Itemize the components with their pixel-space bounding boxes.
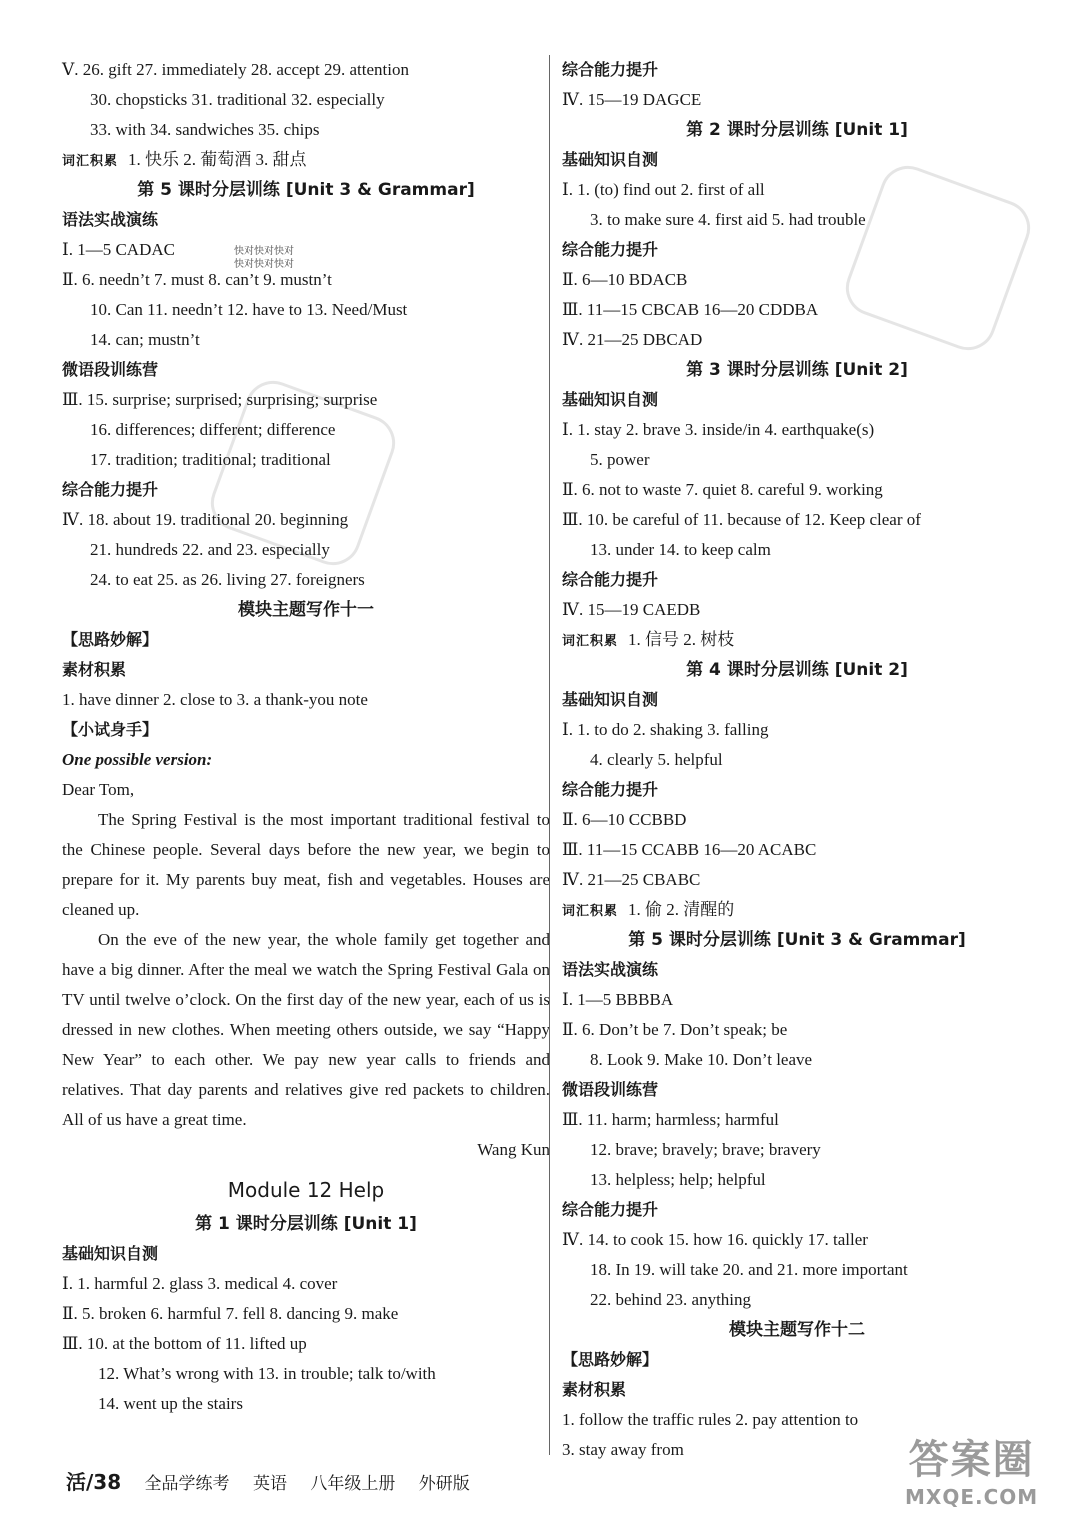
answer-line: 24. to eat 25. as 26. living 27. foreigners — [90, 570, 365, 589]
answer-line: 10. Can 11. needn’t 12. have to 13. Need/Must — [90, 300, 408, 319]
left-column — [62, 55, 550, 1419]
answer-line: 33. with 34. sandwiches 35. chips — [90, 120, 320, 139]
vocab-label: 词汇积累 — [62, 154, 119, 169]
answer-line: Ⅴ. 26. gift 27. immediately 28. accept 29. attention — [62, 60, 409, 79]
lesson-heading: 第 4 课时分层训练 [Unit 2] — [686, 660, 908, 680]
column-divider — [549, 55, 550, 1455]
answer-line: Ⅳ. 21—25 CBABC — [562, 870, 701, 889]
answer-line: 18. In 19. will take 20. and 21. more important — [590, 1260, 908, 1279]
answer-line: Ⅱ. 6—10 BDACB — [562, 270, 688, 289]
answer-line: 4. clearly 5. helpful — [590, 750, 723, 769]
answer-line: 12. brave; bravely; brave; bravery — [590, 1140, 821, 1159]
answer-line: 13. helpless; help; helpful — [590, 1170, 766, 1189]
vocab-label: 词汇积累 — [562, 634, 619, 649]
page-footer — [66, 1466, 488, 1495]
answer-line: 22. behind 23. anything — [590, 1290, 752, 1309]
module-title: Module 12 Help — [227, 1178, 385, 1202]
vocab-line — [562, 625, 1032, 655]
answer-line: Ⅰ. 1. harmful 2. glass 3. medical 4. cover — [62, 1274, 338, 1293]
vocab-text: 1. 快乐 2. 葡萄酒 3. 甜点 — [128, 150, 307, 169]
answer-line: Ⅲ. 11—15 CCABB 16—20 ACABC — [562, 840, 817, 859]
stamp-line: 快对快对快对 — [234, 259, 294, 270]
answer-line: Ⅳ. 18. about 19. traditional 20. beginning — [62, 510, 349, 529]
section-heading: 微语段训练营 — [62, 360, 159, 379]
answer-line: Ⅲ. 11—15 CBCAB 16—20 CDDBA — [562, 300, 819, 319]
answer-line: 13. under 14. to keep calm — [590, 540, 771, 559]
book-title: 全品学练考 — [144, 1474, 230, 1494]
site-logo-url: MXQE.COM — [905, 1485, 1039, 1509]
answer-line: 5. power — [590, 450, 650, 469]
answer-line: 21. hundreds 22. and 23. especially — [90, 540, 330, 559]
stamp-mark — [234, 245, 294, 271]
answer-line: 14. went up the stairs — [98, 1394, 243, 1413]
edition-label: 外研版 — [418, 1474, 470, 1494]
section-heading: 综合能力提升 — [62, 480, 159, 499]
lesson-heading: 模块主题写作十二 — [729, 1320, 865, 1340]
lesson-heading: 第 3 课时分层训练 [Unit 2] — [686, 360, 908, 380]
answer-line: 30. chopsticks 31. traditional 32. especially — [90, 90, 385, 109]
version-label: One possible version: — [62, 750, 213, 769]
answer-line: Ⅲ. 15. surprise; surprised; surprising; surprise — [62, 390, 378, 409]
answer-line: 17. tradition; traditional; traditional — [90, 450, 331, 469]
letter-paragraph: On the eve of the new year, the whole family get together and have a big dinner. After the meal we watch the Spring Festival Gala on TV until twelve o’clock. On the first day of the new year, each of us is dressed in new clothes. When meeting others outside, we say “Happy New Year” to each other. We pay new year calls to friends and relatives. That day parents and relatives give red packets to children. All of us have a great time. — [62, 930, 550, 1129]
bracket-heading: 【思路妙解】 — [562, 1350, 659, 1369]
answer-line: Ⅱ. 6. needn’t 7. must 8. can’t 9. mustn’t — [62, 270, 332, 289]
answer-line: Ⅰ. 1—5 CADAC — [62, 240, 175, 259]
answer-line: Ⅰ. 1. stay 2. brave 3. inside/in 4. earthquake(s) — [562, 420, 875, 439]
section-heading: 基础知识自测 — [562, 390, 659, 409]
grade-label: 八年级上册 — [310, 1474, 396, 1494]
answer-line: Ⅳ. 14. to cook 15. how 16. quickly 17. taller — [562, 1230, 868, 1249]
lesson-heading: 第 5 课时分层训练 [Unit 3 & Grammar] — [628, 930, 966, 950]
lesson-heading: 第 1 课时分层训练 [Unit 1] — [195, 1214, 417, 1234]
right-column — [562, 55, 1032, 1465]
section-heading: 素材积累 — [62, 660, 127, 679]
lesson-heading: 第 5 课时分层训练 [Unit 3 & Grammar] — [137, 180, 475, 200]
answer-line: Ⅳ. 15—19 DAGCE — [562, 90, 702, 109]
answer-line: Ⅰ. 1. (to) find out 2. first of all — [562, 180, 765, 199]
section-heading: 语法实战演练 — [562, 960, 659, 979]
section-heading: 基础知识自测 — [562, 690, 659, 709]
site-logo-text: 答案圈 — [908, 1437, 1035, 1483]
answer-line: 3. to make sure 4. first aid 5. had trouble — [590, 210, 866, 229]
answer-line: 12. What’s wrong with 13. in trouble; talk to/with — [98, 1364, 436, 1383]
section-heading: 基础知识自测 — [562, 150, 659, 169]
bracket-heading: 【小试身手】 — [62, 720, 159, 739]
section-heading: 综合能力提升 — [562, 60, 659, 79]
answer-line: Ⅳ. 21—25 DBCAD — [562, 330, 703, 349]
answer-line: Ⅲ. 10. at the bottom of 11. lifted up — [62, 1334, 307, 1353]
page-number: 活/38 — [66, 1470, 122, 1494]
answer-line: 16. differences; different; difference — [90, 420, 336, 439]
letter-signature: Wang Kun — [477, 1140, 550, 1159]
lesson-heading: 第 2 课时分层训练 [Unit 1] — [686, 120, 908, 140]
answer-line: Ⅱ. 6—10 CCBBD — [562, 810, 687, 829]
answer-line: 8. Look 9. Make 10. Don’t leave — [590, 1050, 813, 1069]
section-heading: 综合能力提升 — [562, 240, 659, 259]
answer-line: Ⅰ. 1. to do 2. shaking 3. falling — [562, 720, 769, 739]
answer-line: 1. have dinner 2. close to 3. a thank-you note — [62, 690, 368, 709]
section-heading: 基础知识自测 — [62, 1244, 159, 1263]
site-logo — [905, 1428, 1038, 1509]
section-heading: 综合能力提升 — [562, 570, 659, 589]
section-heading: 素材积累 — [562, 1380, 627, 1399]
vocab-text: 1. 信号 2. 树枝 — [628, 630, 735, 649]
section-heading: 综合能力提升 — [562, 1200, 659, 1219]
answer-line: 14. can; mustn’t — [90, 330, 200, 349]
answer-line: 1. follow the traffic rules 2. pay attention to — [562, 1410, 859, 1429]
section-heading: 语法实战演练 — [62, 210, 159, 229]
vocab-line — [62, 145, 550, 175]
answer-line: Ⅲ. 10. be careful of 11. because of 12. Keep clear of — [562, 510, 921, 529]
letter-paragraph: The Spring Festival is the most important traditional festival to the Chinese people. Several days before the new year, we begin to prepare for it. My parents buy meat, fish and vegetables. Houses are cleaned up. — [62, 810, 550, 919]
vocab-line — [562, 895, 1032, 925]
vocab-text: 1. 偷 2. 清醒的 — [628, 900, 735, 919]
stamp-line: 快对快对快对 — [234, 246, 294, 257]
vocab-label: 词汇积累 — [562, 904, 619, 919]
lesson-heading: 模块主题写作十一 — [238, 600, 374, 620]
answer-line: Dear Tom, — [62, 780, 135, 799]
bracket-heading: 【思路妙解】 — [62, 630, 159, 649]
answer-line: Ⅱ. 6. not to waste 7. quiet 8. careful 9. working — [562, 480, 883, 499]
answer-line: Ⅰ. 1—5 BBBBA — [562, 990, 674, 1009]
answer-line: Ⅳ. 15—19 CAEDB — [562, 600, 701, 619]
answer-line: Ⅱ. 6. Don’t be 7. Don’t speak; be — [562, 1020, 788, 1039]
answer-line: Ⅱ. 5. broken 6. harmful 7. fell 8. dancing 9. make — [62, 1304, 399, 1323]
subject-label: 英语 — [252, 1474, 287, 1494]
answer-line: 3. stay away from — [562, 1440, 684, 1459]
section-heading: 微语段训练营 — [562, 1080, 659, 1099]
answer-line: Ⅲ. 11. harm; harmless; harmful — [562, 1110, 779, 1129]
section-heading: 综合能力提升 — [562, 780, 659, 799]
